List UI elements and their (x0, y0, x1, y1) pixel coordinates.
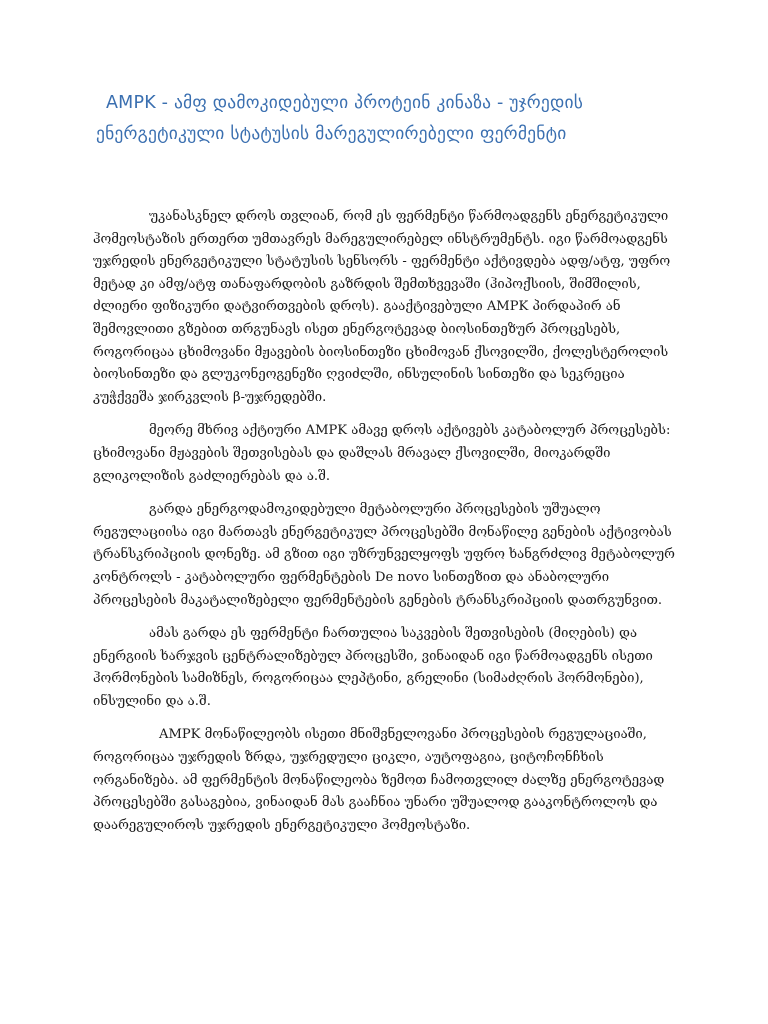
paragraph-4: ამას გარდა ეს ფერმენტი ჩართულია საკვების შეთვისების (მიღების) და ენერგიის ხარჯვის ცენტრალიზებულ პროცესში, ვინაიდან იგი წარმოადგენს ისეთი ჰორმონების სამიზნეს, როგორიცაა ლეპტინი, გრელინი (სიმაძღრის ჰორმონები), ინსულინი და ა.შ. (93, 626, 653, 709)
paragraph-2: მეორე მხრივ აქტიური AMPK ამავე დროს აქტივებს კატაბოლურ პროცესებს: ცხიმოვანი მჟავების შეთვისებას და დაშლას მრავალ ქსოვილში, მიოკარდში გლიკოლიზის გაძლიერებას და ა.შ. (93, 423, 671, 484)
paragraph-1: უკანასკნელ დროს თვლიან, რომ ეს ფერმენტი წარმოადგენს ენერგეტიკული ჰომეოსტაზის ერთერთ უმთავრეს მარეგულირებელ ინსტრუმენტს. იგი წარმოადგენს უჯრედის ენერგეტიკული სტატუსის სენსორს - ფერმენტი აქტივდება ადფ/ატფ, უფრო მეტად კი ამფ/ატფ თანაფარდობის გაზრდის შემთხვევაში (ჰიპოქსიის, შიმშილის, ძლიერი ფიზიკური დატვირთვების დროს). გააქტივებული AMPK პირდაპირ ან შემოვლითი გზებით თრგუნავს ისეთ ენერგოტევად ბიოსინთეზურ პროცესებს, როგორიცაა ცხიმოვანი მჟავების ბიოსინთეზი ცხიმოვან ქსოვილში, ქოლესტეროლის ბიოსინთეზი და გლუკონეოგენეზი ღვიძლში, ინსულინის სინთეზი და სეკრეცია კუჭქვეშა ჯირკვლის β-უჯრედებში. (93, 209, 671, 405)
paragraph-5: AMPK მონაწილეობს ისეთი მნიშვნელოვანი პროცესების რეგულაციაში, როგორიცაა უჯრედის ზრდა, უჯრედული ციკლი, აუტოფაგია, ციტოჩონჩხის ორგანიზება. ამ ფერმენტის მონაწილეობა ზემოთ ჩამოთვლილ ძალზე ენერგოტევად პროცესებში გასაგებია, ვინაიდან მას გააჩნია უნარი უშუალოდ გააკონტროლოს და დაარეგულიროს უჯრედის ენერგეტიკული ჰომეოსტაზი. (93, 727, 665, 833)
paragraph-3: გარდა ენერგოდამოკიდებული მეტაბოლური პროცესების უშუალო რეგულაციისა იგი მართავს ენერგეტიკულ პროცესებში მონაწილე გენების აქტივობას ტრანსკრიპციის დონეზე. ამ გზით იგი უზრუნველყოფს უფრო ხანგრძლივ მეტაბოლურ კონტროლს - კატაბოლური ფერმენტების De novo სინთეზით და ანაბოლური პროცესების მაკატალიზებელი ფერმენტების გენების ტრანსკრიპციის დათრგუნვით. (93, 502, 675, 608)
document-body (93, 206, 685, 848)
document-title (96, 88, 696, 150)
document-title-text: AMPK - ამფ დამოკიდებული პროტეინ კინაზა - უჯრედის ენერგეტიკული სტატუსის მარეგულირებელი ფერმენტი (96, 93, 584, 144)
